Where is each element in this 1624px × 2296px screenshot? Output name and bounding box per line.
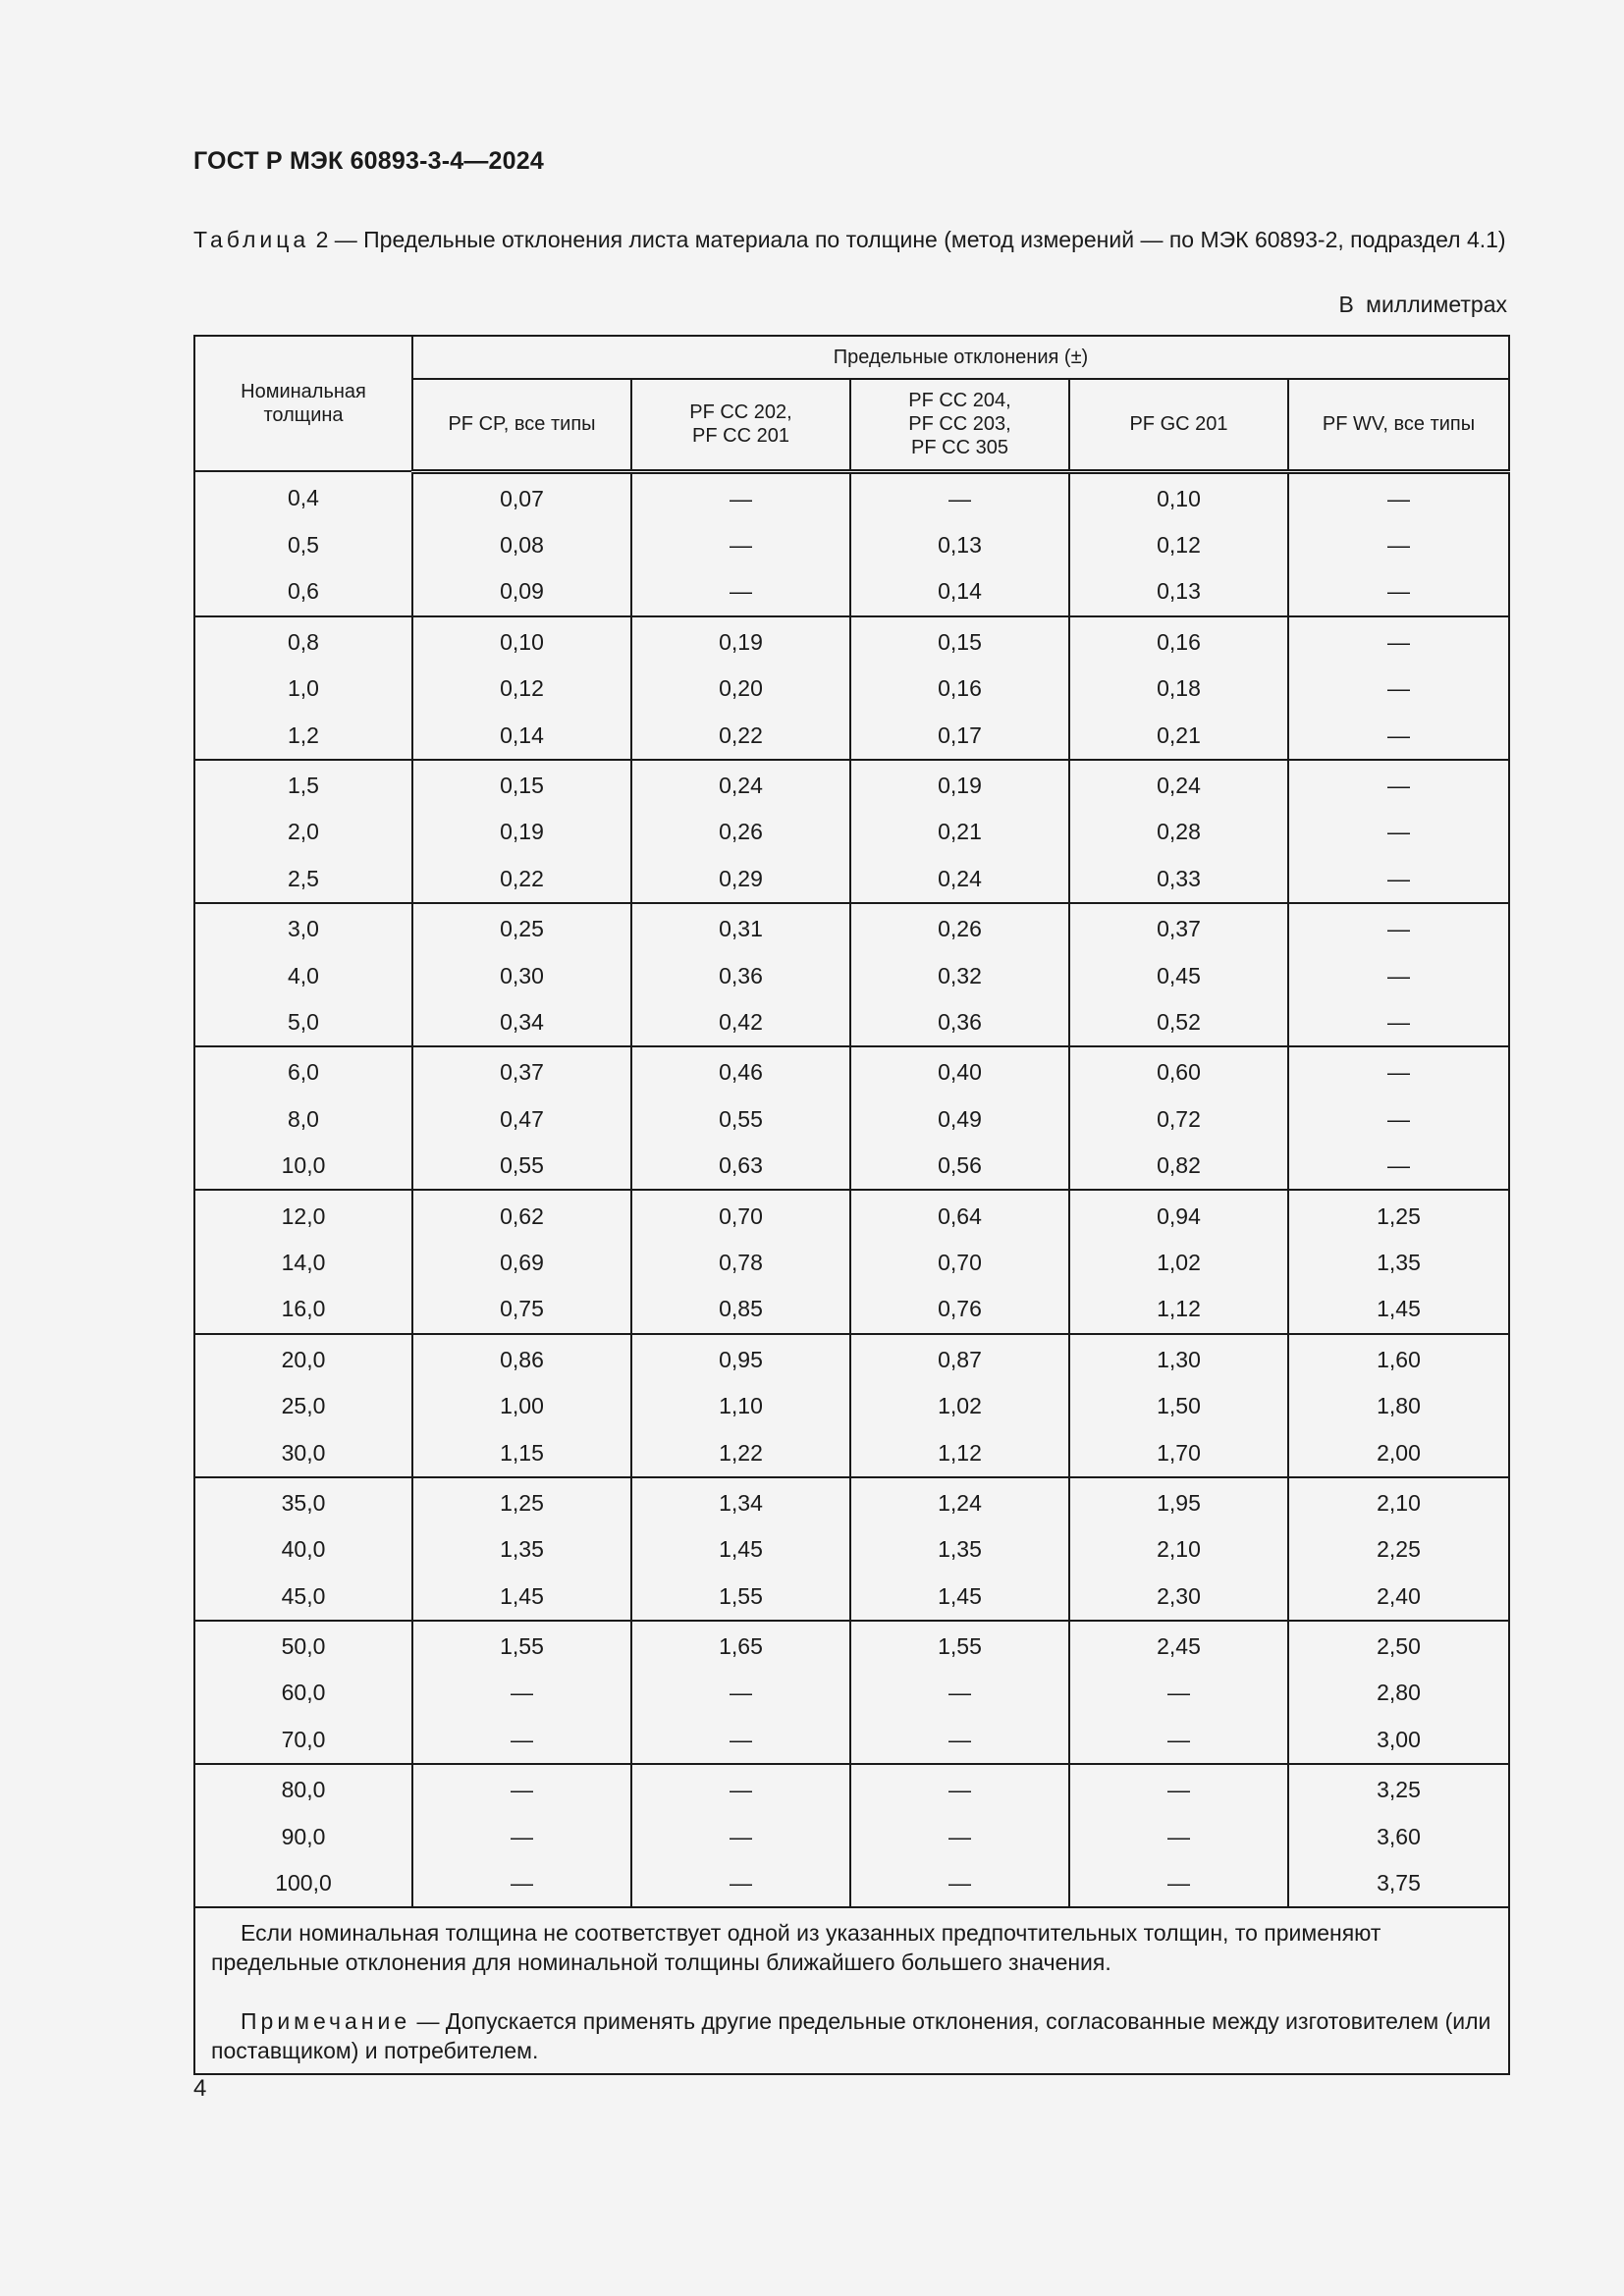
tolerance-cell: 0,45 bbox=[1069, 952, 1288, 998]
tolerance-cell: — bbox=[412, 1764, 631, 1813]
tolerance-cell: 1,34 bbox=[631, 1477, 850, 1526]
tolerance-cell: — bbox=[631, 568, 850, 615]
tolerance-cell: 1,55 bbox=[412, 1621, 631, 1670]
column-group-header-tolerances: Предельные отклонения (±) bbox=[412, 336, 1509, 379]
tolerance-cell: 1,25 bbox=[412, 1477, 631, 1526]
tolerance-cell: 0,16 bbox=[850, 666, 1069, 712]
table-row bbox=[194, 1670, 1509, 1716]
tolerance-cell: 1,25 bbox=[1288, 1190, 1509, 1239]
nominal-thickness-cell: 3,0 bbox=[194, 903, 412, 952]
note-paragraph bbox=[211, 2006, 1492, 2065]
tolerance-cell: 1,45 bbox=[850, 1573, 1069, 1620]
tolerance-cell: 0,64 bbox=[850, 1190, 1069, 1239]
nominal-thickness-cell: 100,0 bbox=[194, 1860, 412, 1907]
units-label: В миллиметрах bbox=[1338, 292, 1507, 317]
tolerance-cell: — bbox=[850, 1813, 1069, 1859]
tolerance-cell: 0,62 bbox=[412, 1190, 631, 1239]
nominal-thickness-cell: 14,0 bbox=[194, 1240, 412, 1286]
tolerance-cell: 0,76 bbox=[850, 1286, 1069, 1333]
nominal-thickness-cell: 60,0 bbox=[194, 1670, 412, 1716]
tolerance-cell: 0,60 bbox=[1069, 1046, 1288, 1095]
tolerance-cell: 0,32 bbox=[850, 952, 1069, 998]
tolerance-cell: 0,36 bbox=[850, 999, 1069, 1046]
tolerance-cell: 0,10 bbox=[1069, 471, 1288, 522]
table-row bbox=[194, 1764, 1509, 1813]
tolerance-cell: 0,56 bbox=[850, 1143, 1069, 1190]
tolerance-cell: 1,80 bbox=[1288, 1383, 1509, 1429]
tolerance-cell: 3,25 bbox=[1288, 1764, 1509, 1813]
tolerance-table bbox=[193, 335, 1510, 2075]
table-caption bbox=[193, 224, 1509, 256]
tolerance-cell: 0,55 bbox=[412, 1143, 631, 1190]
tolerance-cell: 2,50 bbox=[1288, 1621, 1509, 1670]
tolerance-cell: 0,12 bbox=[412, 666, 631, 712]
tolerance-cell: 0,52 bbox=[1069, 999, 1288, 1046]
nominal-thickness-cell: 8,0 bbox=[194, 1096, 412, 1143]
tolerance-cell: 0,15 bbox=[412, 760, 631, 809]
tolerance-cell: 0,21 bbox=[1069, 712, 1288, 759]
tolerance-cell: 0,42 bbox=[631, 999, 850, 1046]
tolerance-cell: 0,34 bbox=[412, 999, 631, 1046]
tolerance-cell: 0,72 bbox=[1069, 1096, 1288, 1143]
table-row bbox=[194, 1429, 1509, 1476]
tolerance-cell: 0,36 bbox=[631, 952, 850, 998]
nominal-thickness-cell: 20,0 bbox=[194, 1334, 412, 1383]
tolerance-cell: — bbox=[631, 522, 850, 568]
nominal-thickness-cell: 45,0 bbox=[194, 1573, 412, 1620]
table-row bbox=[194, 760, 1509, 809]
nominal-thickness-cell: 50,0 bbox=[194, 1621, 412, 1670]
tolerance-cell: — bbox=[1288, 760, 1509, 809]
tolerance-cell: 0,19 bbox=[850, 760, 1069, 809]
note-text: — Допускается применять другие предельные отклонения, согласованные между изготовителем (или поставщиком) и потребителем. bbox=[211, 2008, 1491, 2064]
tolerance-cell: 1,70 bbox=[1069, 1429, 1288, 1476]
tolerance-cell: 1,45 bbox=[631, 1526, 850, 1573]
table-caption-text: 2 — Предельные отклонения листа материала по толщине (метод измерений — по МЭК 60893-2, подраздел 4.1) bbox=[309, 227, 1506, 252]
tolerance-cell: 1,15 bbox=[412, 1429, 631, 1476]
tolerance-cell: — bbox=[1288, 1096, 1509, 1143]
table-row bbox=[194, 809, 1509, 855]
tolerance-cell: 0,24 bbox=[631, 760, 850, 809]
tolerance-cell: 0,70 bbox=[631, 1190, 850, 1239]
table-row bbox=[194, 568, 1509, 615]
footnote-text: Если номинальная толщина не соответствует одной из указанных предпочтительных толщин, то применяют предельные отклонения для номинальной толщины ближайшего большего значения. bbox=[211, 1920, 1381, 1976]
tolerance-cell: 1,45 bbox=[412, 1573, 631, 1620]
nominal-thickness-cell: 30,0 bbox=[194, 1429, 412, 1476]
tolerance-cell: 1,35 bbox=[412, 1526, 631, 1573]
nominal-thickness-cell: 10,0 bbox=[194, 1143, 412, 1190]
nominal-thickness-cell: 5,0 bbox=[194, 999, 412, 1046]
tolerance-cell: 0,26 bbox=[850, 903, 1069, 952]
tolerance-cell: — bbox=[631, 1670, 850, 1716]
tolerance-cell: 3,75 bbox=[1288, 1860, 1509, 1907]
table-row bbox=[194, 999, 1509, 1046]
tolerance-cell: 0,13 bbox=[850, 522, 1069, 568]
tolerance-cell: 0,18 bbox=[1069, 666, 1288, 712]
nominal-thickness-cell: 2,5 bbox=[194, 856, 412, 903]
table-row bbox=[194, 1813, 1509, 1859]
table-row bbox=[194, 522, 1509, 568]
tolerance-cell: 0,31 bbox=[631, 903, 850, 952]
tolerance-cell: 0,10 bbox=[412, 616, 631, 666]
tolerance-cell: — bbox=[412, 1670, 631, 1716]
nominal-thickness-cell: 80,0 bbox=[194, 1764, 412, 1813]
tolerance-cell: 1,55 bbox=[850, 1621, 1069, 1670]
tolerance-cell: — bbox=[631, 1860, 850, 1907]
nominal-thickness-cell: 25,0 bbox=[194, 1383, 412, 1429]
tolerance-cell: 1,30 bbox=[1069, 1334, 1288, 1383]
tolerance-cell: — bbox=[412, 1717, 631, 1764]
nominal-thickness-cell: 35,0 bbox=[194, 1477, 412, 1526]
table-row bbox=[194, 1286, 1509, 1333]
nominal-thickness-cell: 0,4 bbox=[194, 471, 412, 522]
nominal-thickness-cell: 70,0 bbox=[194, 1717, 412, 1764]
tolerance-cell: — bbox=[1288, 522, 1509, 568]
nominal-thickness-cell: 1,2 bbox=[194, 712, 412, 759]
nominal-thickness-cell: 16,0 bbox=[194, 1286, 412, 1333]
tolerance-cell: 0,13 bbox=[1069, 568, 1288, 615]
tolerance-cell: 0,14 bbox=[850, 568, 1069, 615]
tolerance-cell: 0,22 bbox=[631, 712, 850, 759]
tolerance-cell: — bbox=[850, 1764, 1069, 1813]
table-row bbox=[194, 1096, 1509, 1143]
tolerance-cell: 0,82 bbox=[1069, 1143, 1288, 1190]
tolerance-cell: — bbox=[1288, 712, 1509, 759]
tolerance-cell: 0,94 bbox=[1069, 1190, 1288, 1239]
page-number: 4 bbox=[193, 2075, 207, 2102]
tolerance-cell: 1,50 bbox=[1069, 1383, 1288, 1429]
tolerance-cell: — bbox=[412, 1813, 631, 1859]
tolerance-cell: — bbox=[1069, 1670, 1288, 1716]
table-notes bbox=[194, 1907, 1509, 2074]
tolerance-cell: 3,60 bbox=[1288, 1813, 1509, 1859]
nominal-thickness-cell: 0,5 bbox=[194, 522, 412, 568]
tolerance-cell: — bbox=[1288, 903, 1509, 952]
table-row bbox=[194, 1573, 1509, 1620]
tolerance-cell: — bbox=[850, 1670, 1069, 1716]
tolerance-cell: 1,35 bbox=[850, 1526, 1069, 1573]
tolerance-cell: 2,30 bbox=[1069, 1573, 1288, 1620]
tolerance-cell: 2,25 bbox=[1288, 1526, 1509, 1573]
table-caption-label: Таблица bbox=[193, 227, 310, 252]
nominal-thickness-cell: 12,0 bbox=[194, 1190, 412, 1239]
tolerance-cell: 0,63 bbox=[631, 1143, 850, 1190]
tolerance-cell: 0,21 bbox=[850, 809, 1069, 855]
tolerance-cell: — bbox=[1288, 666, 1509, 712]
tolerance-cell: — bbox=[1288, 471, 1509, 522]
tolerance-cell: — bbox=[1069, 1813, 1288, 1859]
note-label: Примечание bbox=[241, 2008, 411, 2035]
tolerance-cell: 0,07 bbox=[412, 471, 631, 522]
table-row bbox=[194, 903, 1509, 952]
tolerance-cell: — bbox=[1288, 1143, 1509, 1190]
table-row bbox=[194, 666, 1509, 712]
column-header: PF CC 202, PF CC 201 bbox=[631, 379, 850, 471]
table-body bbox=[194, 471, 1509, 1907]
tolerance-cell: 2,80 bbox=[1288, 1670, 1509, 1716]
tolerance-cell: — bbox=[1288, 568, 1509, 615]
tolerance-cell: — bbox=[1288, 999, 1509, 1046]
tolerance-cell: 1,95 bbox=[1069, 1477, 1288, 1526]
table-row bbox=[194, 1334, 1509, 1383]
tolerance-cell: 0,12 bbox=[1069, 522, 1288, 568]
tolerance-cell: 0,26 bbox=[631, 809, 850, 855]
column-header-nominal-thickness: Номинальная толщина bbox=[194, 336, 412, 471]
tolerance-cell: 1,24 bbox=[850, 1477, 1069, 1526]
tolerance-cell: 0,20 bbox=[631, 666, 850, 712]
tolerance-cell: 0,08 bbox=[412, 522, 631, 568]
table-row bbox=[194, 1240, 1509, 1286]
tolerance-cell: 0,24 bbox=[1069, 760, 1288, 809]
tolerance-cell: 2,45 bbox=[1069, 1621, 1288, 1670]
nominal-thickness-cell: 90,0 bbox=[194, 1813, 412, 1859]
tolerance-cell: 1,00 bbox=[412, 1383, 631, 1429]
tolerance-cell: — bbox=[1069, 1860, 1288, 1907]
tolerance-cell: 1,35 bbox=[1288, 1240, 1509, 1286]
tolerance-cell: 1,10 bbox=[631, 1383, 850, 1429]
tolerance-cell: 0,16 bbox=[1069, 616, 1288, 666]
tolerance-cell: — bbox=[1288, 856, 1509, 903]
table-row bbox=[194, 1621, 1509, 1670]
tolerance-cell: 0,33 bbox=[1069, 856, 1288, 903]
table-row bbox=[194, 1143, 1509, 1190]
tolerance-cell: 0,55 bbox=[631, 1096, 850, 1143]
tolerance-cell: 1,12 bbox=[850, 1429, 1069, 1476]
tolerance-cell: 2,10 bbox=[1288, 1477, 1509, 1526]
tolerance-cell: — bbox=[631, 1717, 850, 1764]
document-code-header: ГОСТ Р МЭК 60893-3-4—2024 bbox=[193, 147, 544, 175]
tolerance-cell: — bbox=[1288, 952, 1509, 998]
tolerance-cell: 0,87 bbox=[850, 1334, 1069, 1383]
tolerance-cell: 1,22 bbox=[631, 1429, 850, 1476]
nominal-thickness-cell: 4,0 bbox=[194, 952, 412, 998]
tolerance-cell: — bbox=[1069, 1764, 1288, 1813]
table-row bbox=[194, 1383, 1509, 1429]
table-row bbox=[194, 1860, 1509, 1907]
tolerance-cell: 0,70 bbox=[850, 1240, 1069, 1286]
tolerance-cell: — bbox=[412, 1860, 631, 1907]
tolerance-cell: 0,75 bbox=[412, 1286, 631, 1333]
table-row bbox=[194, 856, 1509, 903]
table-row bbox=[194, 952, 1509, 998]
tolerance-cell: 0,22 bbox=[412, 856, 631, 903]
nominal-thickness-cell: 0,6 bbox=[194, 568, 412, 615]
tolerance-cell: 0,28 bbox=[1069, 809, 1288, 855]
column-header: PF WV, все типы bbox=[1288, 379, 1509, 471]
tolerance-cell: — bbox=[631, 1813, 850, 1859]
tolerance-cell: 1,12 bbox=[1069, 1286, 1288, 1333]
tolerance-cell: 0,15 bbox=[850, 616, 1069, 666]
tolerance-cell: 0,95 bbox=[631, 1334, 850, 1383]
tolerance-cell: 0,30 bbox=[412, 952, 631, 998]
tolerance-cell: 0,37 bbox=[1069, 903, 1288, 952]
tolerance-cell: 0,14 bbox=[412, 712, 631, 759]
nominal-thickness-cell: 0,8 bbox=[194, 616, 412, 666]
tolerance-cell: — bbox=[850, 471, 1069, 522]
tolerance-cell: 0,09 bbox=[412, 568, 631, 615]
table-row bbox=[194, 471, 1509, 522]
tolerance-cell: 0,29 bbox=[631, 856, 850, 903]
tolerance-cell: 0,37 bbox=[412, 1046, 631, 1095]
table-row bbox=[194, 1046, 1509, 1095]
tolerance-cell: 0,19 bbox=[631, 616, 850, 666]
nominal-thickness-cell: 1,5 bbox=[194, 760, 412, 809]
tolerance-cell: 0,25 bbox=[412, 903, 631, 952]
tolerance-cell: 0,46 bbox=[631, 1046, 850, 1095]
column-header: PF CP, все типы bbox=[412, 379, 631, 471]
tolerance-cell: 0,49 bbox=[850, 1096, 1069, 1143]
nominal-thickness-cell: 2,0 bbox=[194, 809, 412, 855]
tolerance-cell: — bbox=[1069, 1717, 1288, 1764]
table-row bbox=[194, 1526, 1509, 1573]
tolerance-cell: — bbox=[1288, 1046, 1509, 1095]
tolerance-cell: 0,24 bbox=[850, 856, 1069, 903]
tolerance-cell: 0,86 bbox=[412, 1334, 631, 1383]
tolerance-cell: 0,69 bbox=[412, 1240, 631, 1286]
table-row bbox=[194, 712, 1509, 759]
nominal-thickness-cell: 40,0 bbox=[194, 1526, 412, 1573]
tolerance-cell: — bbox=[1288, 616, 1509, 666]
tolerance-cell: 1,45 bbox=[1288, 1286, 1509, 1333]
tolerance-cell: 0,19 bbox=[412, 809, 631, 855]
tolerance-cell: 2,40 bbox=[1288, 1573, 1509, 1620]
column-header: PF CC 204, PF CC 203, PF CC 305 bbox=[850, 379, 1069, 471]
tolerance-cell: — bbox=[631, 471, 850, 522]
table-row bbox=[194, 1477, 1509, 1526]
table-row bbox=[194, 616, 1509, 666]
tolerance-cell: — bbox=[850, 1860, 1069, 1907]
tolerance-cell: 0,47 bbox=[412, 1096, 631, 1143]
tolerance-cell: 1,60 bbox=[1288, 1334, 1509, 1383]
table-row bbox=[194, 1190, 1509, 1239]
tolerance-cell: 2,00 bbox=[1288, 1429, 1509, 1476]
tolerance-cell: 2,10 bbox=[1069, 1526, 1288, 1573]
nominal-thickness-cell: 6,0 bbox=[194, 1046, 412, 1095]
tolerance-cell: 0,17 bbox=[850, 712, 1069, 759]
tolerance-cell: 0,85 bbox=[631, 1286, 850, 1333]
tolerance-cell: 1,65 bbox=[631, 1621, 850, 1670]
tolerance-cell: 3,00 bbox=[1288, 1717, 1509, 1764]
tolerance-cell: 1,55 bbox=[631, 1573, 850, 1620]
tolerance-cell: 1,02 bbox=[850, 1383, 1069, 1429]
tolerance-cell: — bbox=[631, 1764, 850, 1813]
table-row bbox=[194, 1717, 1509, 1764]
column-header: PF GC 201 bbox=[1069, 379, 1288, 471]
tolerance-cell: 0,40 bbox=[850, 1046, 1069, 1095]
tolerance-cell: 0,78 bbox=[631, 1240, 850, 1286]
tolerance-cell: — bbox=[850, 1717, 1069, 1764]
tolerance-cell: — bbox=[1288, 809, 1509, 855]
nominal-thickness-cell: 1,0 bbox=[194, 666, 412, 712]
tolerance-cell: 1,02 bbox=[1069, 1240, 1288, 1286]
